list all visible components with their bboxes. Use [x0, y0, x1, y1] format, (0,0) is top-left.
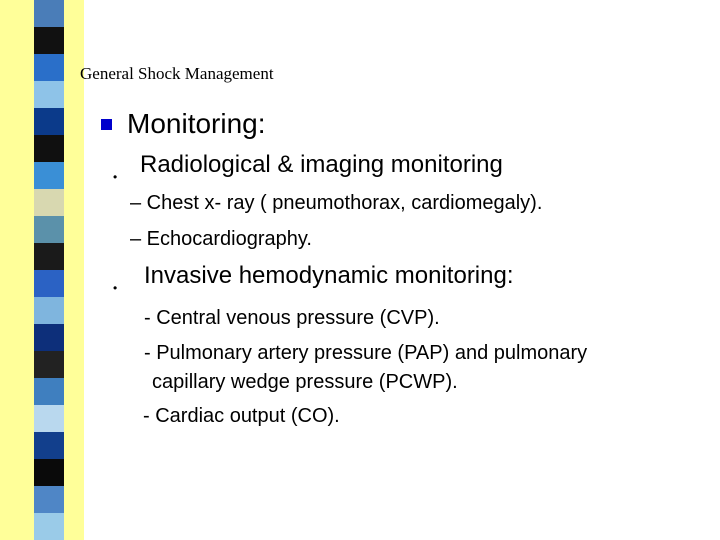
- stripe-block: [34, 432, 64, 459]
- line-cvp: - Central venous pressure (CVP).: [144, 307, 440, 329]
- stripe-block: [34, 135, 64, 162]
- bullet-icon: •: [113, 170, 118, 184]
- stripe-block: [34, 0, 64, 27]
- heading-monitoring: Monitoring:: [127, 108, 266, 139]
- bullet-icon: •: [113, 281, 118, 295]
- stripe-block: [34, 216, 64, 243]
- sub-item-echocardiography: – Echocardiography.: [130, 228, 312, 250]
- stripe-block: [34, 513, 64, 540]
- sub-item-chest-xray: – Chest x- ray ( pneumothorax, cardiomegaly).: [130, 192, 543, 214]
- stripe-block: [34, 81, 64, 108]
- left-decorative-band: [0, 0, 84, 540]
- slide-title: General Shock Management: [80, 64, 274, 83]
- stripe-block: [34, 27, 64, 54]
- stripe-block: [34, 108, 64, 135]
- stripe-block: [34, 189, 64, 216]
- line-co: - Cardiac output (CO).: [143, 405, 340, 427]
- stripe-block: [34, 378, 64, 405]
- stripe-block: [34, 162, 64, 189]
- line-pcwp: capillary wedge pressure (PCWP).: [152, 371, 458, 393]
- item-radiological: Radiological & imaging monitoring: [140, 151, 503, 178]
- stripe-block: [34, 486, 64, 513]
- stripe-block: [34, 54, 64, 81]
- stripe-block: [34, 270, 64, 297]
- square-bullet-icon: [101, 119, 112, 130]
- stripe-block: [34, 297, 64, 324]
- stripe-block: [34, 351, 64, 378]
- line-pap: - Pulmonary artery pressure (PAP) and pulmonary: [144, 342, 588, 364]
- stripe-block: [34, 405, 64, 432]
- stripe-block: [34, 324, 64, 351]
- item-invasive: Invasive hemodynamic monitoring:: [144, 262, 514, 289]
- stripe-block: [34, 459, 64, 486]
- stripe-block: [34, 243, 64, 270]
